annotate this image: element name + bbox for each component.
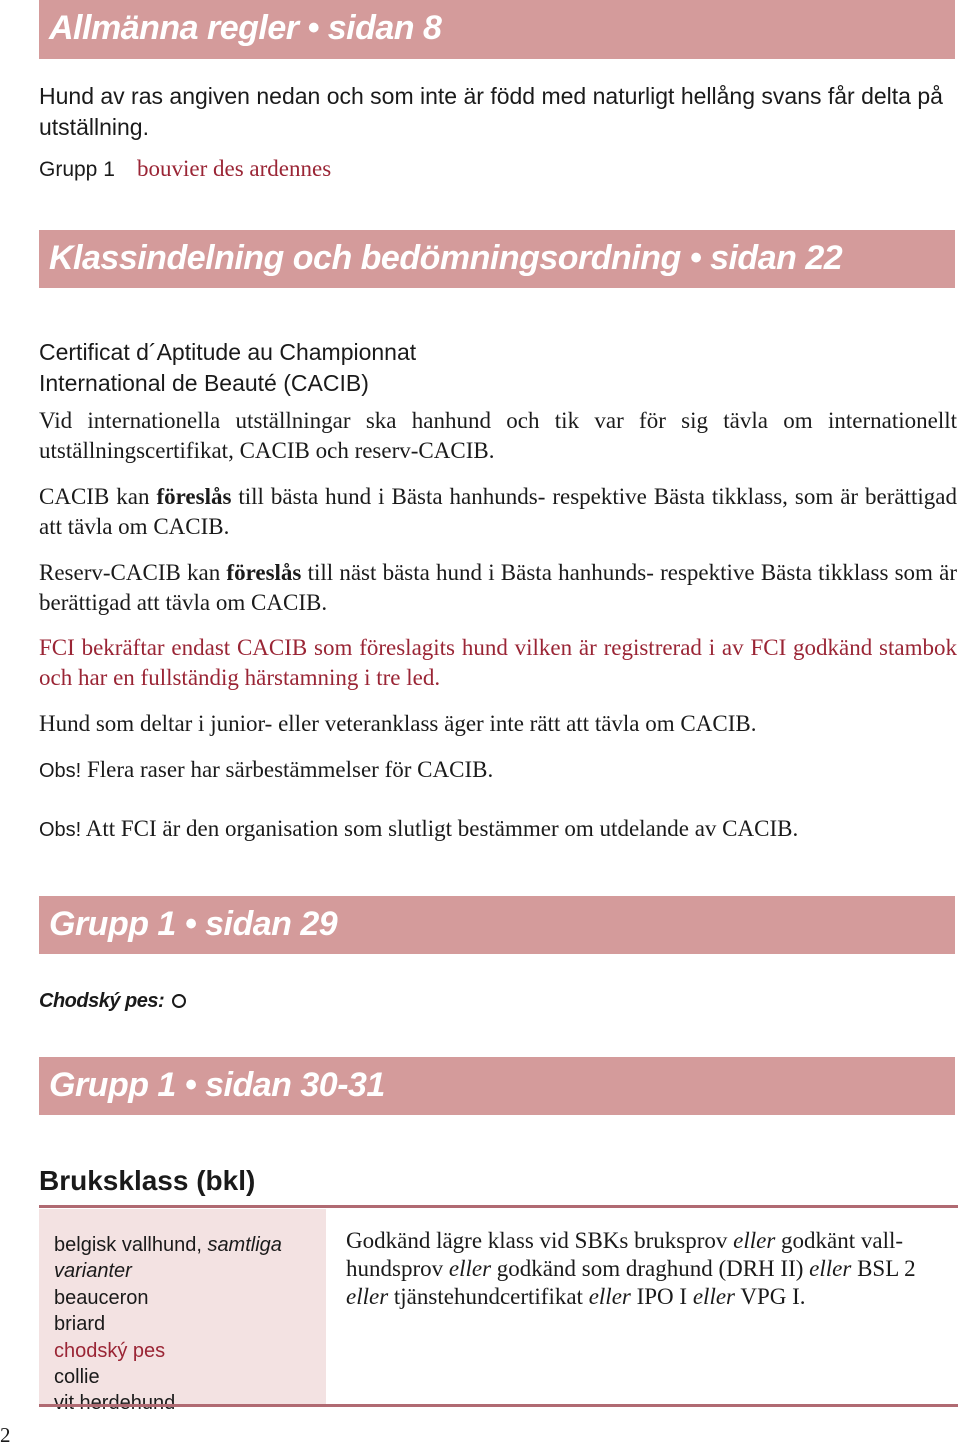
cacib-paragraph-1: Vid internationella utställningar ska hanhund och tik var för sig tävla om internationellt utställningscertifikat, CACIB och reserv-CACIB. xyxy=(39,408,957,463)
text-span: till bästa hund i Bästa hanhunds- respektive Bästa tikklass, som är berättigad att tävla om CACIB. xyxy=(39,484,958,539)
section-header-allmanna-regler xyxy=(39,0,955,59)
fci-paragraph: FCI bekräftar endast CACIB som föreslagits hund vilken är registrerad i av FCI godkänd stambok och har en fullständig härstamning i tre led. xyxy=(39,635,957,690)
obs-text: Att FCI är den organisation som slutligt bestämmer om utdelande av CACIB. xyxy=(81,816,799,841)
table-top-rule xyxy=(39,1205,958,1208)
section-title: Grupp 1 • sidan 29 xyxy=(49,905,338,943)
requirements-line xyxy=(346,1255,956,1283)
text-span: Godkänd lägre klass vid SBKs bruksprov xyxy=(346,1228,734,1253)
obs-note-2 xyxy=(39,814,957,845)
breed-variant-note: samtliga varianter xyxy=(54,1234,282,1283)
bruksklass-requirements xyxy=(346,1227,956,1311)
emphasis-foreslas: föreslås xyxy=(226,560,302,585)
emphasis-eller: eller xyxy=(346,1284,389,1309)
section-header-klassindelning xyxy=(39,230,955,288)
list-item: chodský pes xyxy=(54,1339,166,1362)
breed-list-box xyxy=(39,1209,326,1404)
page-number: 2 xyxy=(0,1423,11,1447)
obs-label: Obs! xyxy=(39,819,82,841)
text-span: IPO I xyxy=(630,1284,693,1309)
obs-text: Flera raser har särbestämmelser för CACIB. xyxy=(81,757,494,782)
emphasis-eller: eller xyxy=(692,1284,735,1309)
emphasis-eller: eller xyxy=(733,1228,776,1253)
text-span: till näst bästa hund i Bästa hanhunds- respektive Bästa tikklass som är berättigad att tävla om CACIB. xyxy=(39,560,957,615)
table-bottom-rule xyxy=(39,1404,958,1407)
text-span: BSL 2 xyxy=(851,1256,916,1281)
text-span: Reserv-CACIB kan xyxy=(39,560,227,585)
section-title: Klassindelning och bedömningsordning • sidan 22 xyxy=(49,239,843,277)
list-item: briard xyxy=(54,1313,106,1336)
section-header-grupp1-sidan29 xyxy=(39,896,955,954)
junior-veteran-paragraph: Hund som deltar i junior- eller veteranklass äger inte rätt att tävla om CACIB. xyxy=(39,711,757,736)
text-span: godkänd som draghund (DRH II) xyxy=(491,1256,810,1281)
obs-note-1 xyxy=(39,755,957,786)
section-title: Grupp 1 • sidan 30-31 xyxy=(49,1066,385,1104)
list-item xyxy=(54,1232,326,1285)
text-span: tjänstehundcertifikat xyxy=(388,1284,589,1309)
section-title: Allmänna regler • sidan 8 xyxy=(49,9,442,47)
breed-note xyxy=(39,987,186,1015)
text-span: hundsprov xyxy=(346,1256,449,1281)
obs-label: Obs! xyxy=(39,760,82,782)
text-span: VPG I. xyxy=(735,1284,806,1309)
cacib-paragraph-2 xyxy=(39,482,957,542)
rule-text: Hund av ras angiven nedan och som inte är född med naturligt hellång svans får delta på utställning. xyxy=(39,83,943,140)
list-item: beauceron xyxy=(54,1286,149,1309)
cacib-paragraph-3 xyxy=(39,558,957,618)
emphasis-foreslas: föreslås xyxy=(156,484,232,509)
group-breed: bouvier des ardennes xyxy=(137,156,332,181)
section-header-grupp1-sidan30-31 xyxy=(39,1057,955,1115)
open-circle-icon xyxy=(172,994,186,1008)
breed-list xyxy=(39,1209,326,1417)
emphasis-eller: eller xyxy=(588,1284,631,1309)
requirements-line xyxy=(346,1227,956,1255)
cacib-heading-line1: Certificat d´Aptitude au Championnat xyxy=(39,339,417,365)
emphasis-eller: eller xyxy=(809,1256,852,1281)
cacib-heading xyxy=(39,337,416,399)
bruksklass-heading: Bruksklass (bkl) xyxy=(39,1165,256,1196)
group-label: Grupp 1 xyxy=(39,158,115,181)
breed-note-label: Chodský pes: xyxy=(39,989,165,1012)
requirements-line xyxy=(346,1283,956,1311)
text-span: godkänt vall- xyxy=(775,1228,904,1253)
cacib-heading-line2: International de Beauté (CACIB) xyxy=(39,370,369,396)
list-item: collie xyxy=(54,1366,100,1389)
emphasis-eller: eller xyxy=(448,1256,492,1281)
breed-name: belgisk vallhund, xyxy=(54,1234,208,1256)
text-span: CACIB kan xyxy=(39,484,157,509)
